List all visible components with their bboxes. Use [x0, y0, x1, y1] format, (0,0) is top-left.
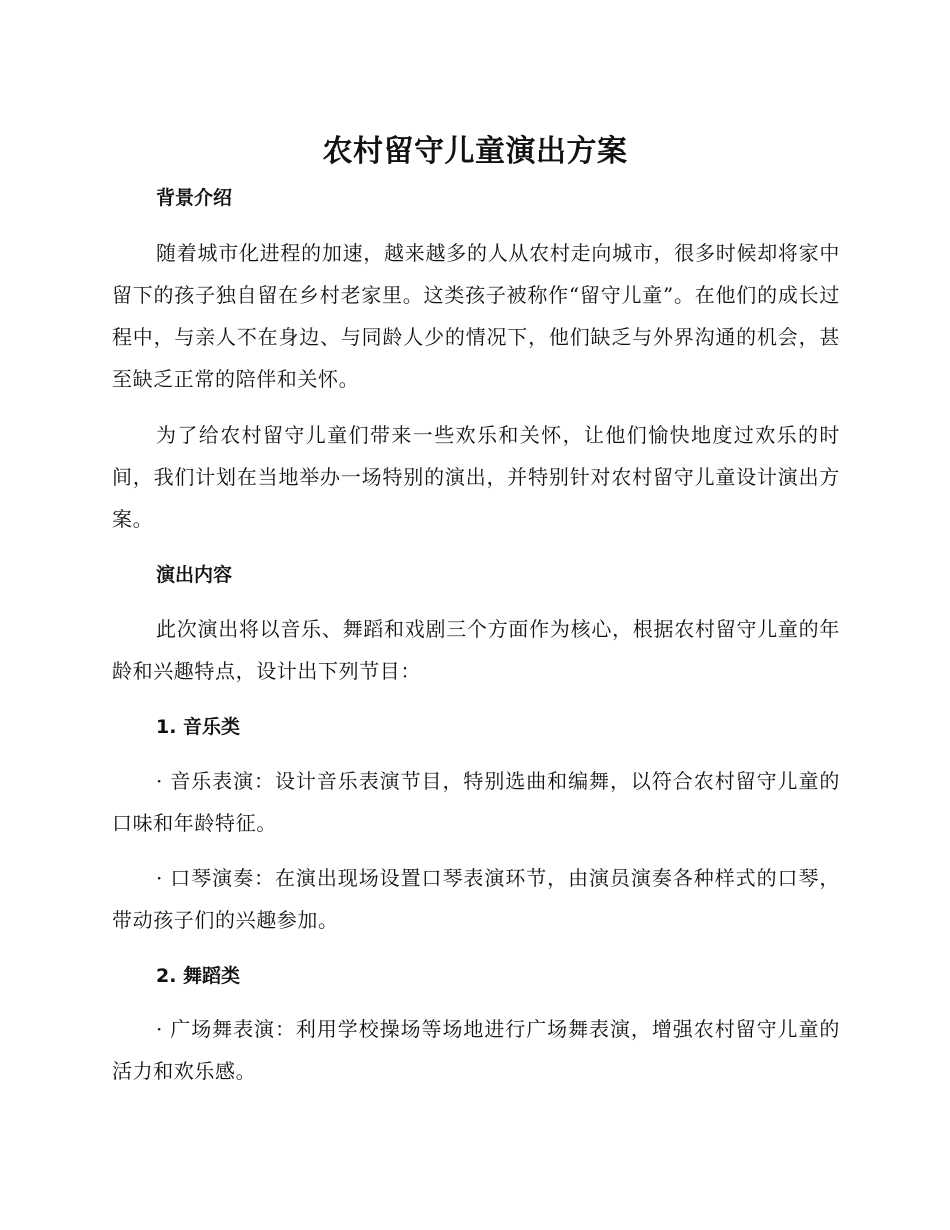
section-heading-content: 演出内容 — [156, 564, 233, 586]
list-item-square-dance: · 广场舞表演：利用学校操场等场地进行广场舞表演，增强农村留守儿童的活力和欢乐感。 — [112, 1017, 840, 1083]
paragraph-background-2: 为了给农村留守儿童们带来一些欢乐和关怀，让他们愉快地度过欢乐的时间，我们计划在当地举办一场特别的演出，并特别针对农村留守儿童设计演出方案。 — [112, 423, 840, 531]
list-item-harmonica: · 口琴演奏：在演出现场设置口琴表演环节，由演员演奏各种样式的口琴，带动孩子们的兴趣参加。 — [112, 866, 840, 932]
section-heading-dance: 2. 舞蹈类 — [156, 965, 241, 987]
section-heading-background: 背景介绍 — [156, 187, 233, 209]
document-title: 农村留守儿童演出方案 — [322, 134, 628, 169]
section-heading-music: 1. 音乐类 — [156, 716, 241, 738]
paragraph-content-intro: 此次演出将以音乐、舞蹈和戏剧三个方面作为核心，根据农村留守儿童的年龄和兴趣特点，设计出下列节目： — [112, 617, 840, 683]
paragraph-background-1: 随着城市化进程的加速，越来越多的人从农村走向城市，很多时候却将家中留下的孩子独自留在乡村老家里。这类孩子被称作“留守儿童”。在他们的成长过程中，与亲人不在身边、与同龄人少的情况下，他们缺乏与外界沟通的机会，甚至缺乏正常的陪伴和关怀。 — [112, 241, 840, 391]
list-item-music-performance: · 音乐表演：设计音乐表演节目，特别选曲和编舞，以符合农村留守儿童的口味和年龄特征。 — [112, 769, 840, 835]
